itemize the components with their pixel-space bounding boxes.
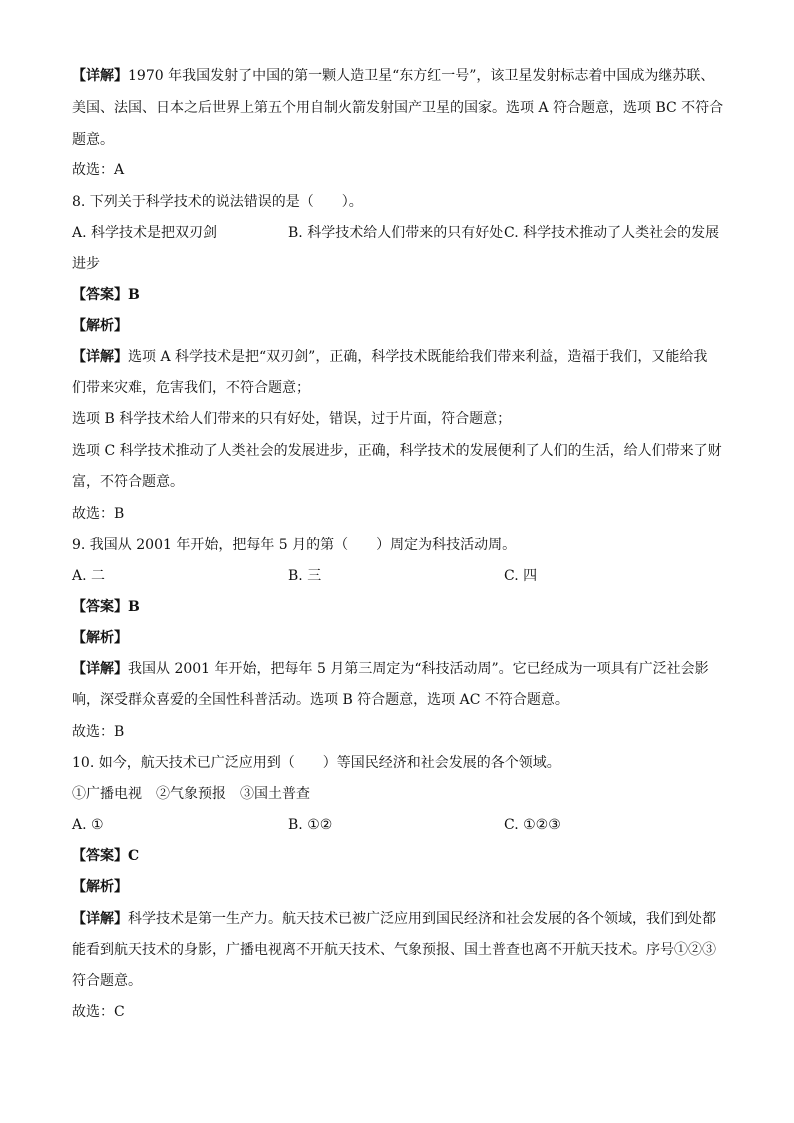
q7-detail-text-1: 1970 年我国发射了中国的第一颗人造卫星“东方红一号”，该卫星发射标志着中国成为继苏联、 bbox=[128, 68, 715, 84]
q10-detail-tag: 【详解】 bbox=[72, 911, 128, 927]
q8-option-c-continued: 进步 bbox=[72, 256, 100, 272]
q7-choice: 故选：A bbox=[72, 162, 125, 178]
q10-answer: 【答案】C bbox=[72, 848, 140, 864]
q7-detail-line-3: 题意。 bbox=[72, 132, 114, 148]
q10-analysis-heading: 【解析】 bbox=[72, 879, 128, 895]
q9-choice: 故选：B bbox=[72, 724, 125, 740]
q8-detail-line-4: 选项 C 科学技术推动了人类社会的发展进步，正确，科学技术的发展便利了人们的生活，给人们带来了财 bbox=[72, 443, 722, 459]
q10-option-b: B. ①② bbox=[288, 817, 333, 833]
q7-detail-line-1 bbox=[72, 66, 724, 86]
q10-detail-text-1: 科学技术是第一生产力。航天技术已被广泛应用到国民经济和社会发展的各个领域，我们到处都 bbox=[128, 911, 716, 927]
q8-option-a: A. 科学技术是把双刃剑 bbox=[72, 225, 218, 241]
q9-options bbox=[72, 566, 724, 586]
q9-option-a: A. 二 bbox=[72, 568, 106, 584]
q8-detail-line-5: 富，不符合题意。 bbox=[72, 474, 184, 490]
q10-question: 10. 如今，航天技术已广泛应用到（ ）等国民经济和社会发展的各个领域。 bbox=[72, 755, 561, 771]
q10-items: ①广播电视 ②气象预报 ③国土普查 bbox=[72, 786, 310, 802]
q8-options bbox=[72, 223, 724, 243]
q9-detail-line-2: 响，深受群众喜爱的全国性科普活动。选项 B 符合题意，选项 AC 不符合题意。 bbox=[72, 692, 569, 708]
q8-option-b: B. 科学技术给人们带来的只有好处 bbox=[288, 225, 504, 241]
q7-detail-tag: 【详解】 bbox=[72, 68, 128, 84]
q10-detail-line-3: 符合题意。 bbox=[72, 973, 142, 989]
q10-detail-line-2: 能看到航天技术的身影，广播电视离不开航天技术、气象预报、国土普查也离不开航天技术。序号①②③ bbox=[72, 942, 716, 958]
q10-detail-line-1 bbox=[72, 909, 724, 929]
q9-answer: 【答案】B bbox=[72, 599, 140, 615]
q8-question: 8. 下列关于科学技术的说法错误的是（ ）。 bbox=[72, 194, 363, 210]
q9-detail-text-1: 我国从 2001 年开始，把每年 5 月第三周定为“科技活动周”。它已经成为一项具有广泛社会影 bbox=[128, 661, 709, 677]
q9-question: 9. 我国从 2001 年开始，把每年 5 月的第（ ）周定为科技活动周。 bbox=[72, 537, 517, 553]
q10-choice: 故选：C bbox=[72, 1004, 125, 1020]
q9-detail-line-1 bbox=[72, 659, 724, 679]
q8-detail-line-2: 们带来灾难，危害我们，不符合题意； bbox=[72, 380, 310, 396]
q10-option-a: A. ① bbox=[72, 817, 104, 833]
q8-choice: 故选：B bbox=[72, 506, 125, 522]
q8-option-c: C. 科学技术推动了人类社会的发展 bbox=[504, 225, 720, 241]
q8-detail-tag: 【详解】 bbox=[72, 349, 128, 365]
q10-option-c: C. ①②③ bbox=[504, 817, 561, 833]
q8-analysis-heading: 【解析】 bbox=[72, 318, 128, 334]
q8-detail-line-3: 选项 B 科学技术给人们带来的只有好处，错误，过于片面，符合题意； bbox=[72, 411, 512, 427]
q10-options bbox=[72, 815, 724, 835]
q8-detail-line-1 bbox=[72, 347, 724, 367]
q9-detail-tag: 【详解】 bbox=[72, 661, 128, 677]
q8-answer: 【答案】B bbox=[72, 287, 140, 303]
q9-option-c: C. 四 bbox=[504, 568, 538, 584]
q9-option-b: B. 三 bbox=[288, 568, 322, 584]
q9-analysis-heading: 【解析】 bbox=[72, 630, 128, 646]
q8-detail-text-1: 选项 A 科学技术是把“双刃剑”，正确，科学技术既能给我们带来利益，造福于我们，又能给我 bbox=[128, 349, 708, 365]
q7-detail-line-2: 美国、法国、日本之后世界上第五个用自制火箭发射国产卫星的国家。选项 A 符合题意，选项 BC 不符合 bbox=[72, 100, 724, 116]
